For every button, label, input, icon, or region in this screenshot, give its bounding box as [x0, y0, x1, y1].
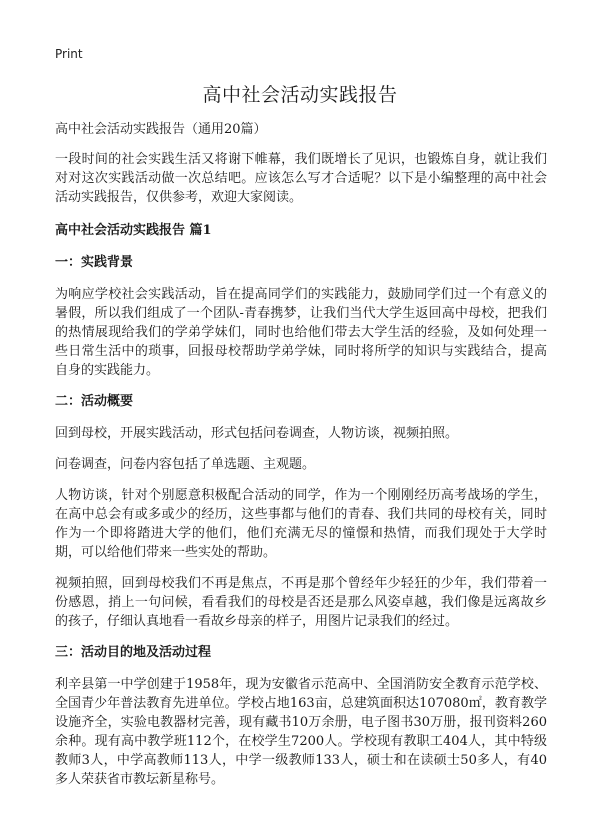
section-paragraph: 视频拍照，回到母校我们不再是焦点，不再是那个曾经年少轻狂的少年，我们带着一份感恩，捎上一句问候，看看我们的母校是否还是那么风姿卓越，我们像是远离故乡的孩子，仔细认真地看一看故乡母亲的样子，用图片记录我们的经过。: [55, 576, 547, 629]
article-title: 高中社会活动实践报告 篇1: [55, 223, 212, 238]
section-paragraph: 为响应学校社会实践活动，旨在提高同学们的实践能力，鼓励同学们过一个有意义的暑假，所以我们组成了一个团队-青春携梦，让我们当代大学生返回高中母校，把我们的热情展现给我们的学弟学妹们，同时也给他们带去大学生活的经验，及如何处理一些日常生活中的琐事，回报母校帮助学弟学妹，同时将所学的知识与实践结合，提高自身的实践能力。: [55, 287, 547, 378]
document-subtitle: 高中社会活动实践报告（通用20篇）: [55, 122, 267, 137]
intro-paragraph: 一段时间的社会实践生活又将谢下帷幕，我们既增长了见识，也锻炼自身，就让我们对对这次实践活动做一次总结吧。应该怎么写才合适呢？以下是小编整理的高中社会活动实践报告，仅供参考，欢迎大家阅读。: [55, 152, 547, 205]
document-body: [55, 120, 547, 801]
section-heading-destination: 三：活动目的地及活动过程: [55, 645, 212, 660]
section-heading-background: 一：实践背景: [55, 255, 134, 270]
page-title: 高中社会活动实践报告: [202, 84, 398, 106]
section-paragraph: 利辛县第一中学创建于1958年，现为安徽省示范高中、全国消防安全教育示范学校、全国青少年普法教育先进单位。学校占地163亩，总建筑面积达107080㎡，教育教学设施齐全，实验电教器材完善，现有藏书10万余册，电子图书30万册，报刊资料260余种。现有高中教学班112个，在校学生7200人。学校现有教职工404人，其中特级教师3人，中学高教师113人，中学一级教师133人，硕士和在读硕士50多人，有40多人荣获省市教坛新星称号。: [55, 677, 547, 787]
section-paragraph: 回到母校，开展实践活动，形式包括问卷调查，人物访谈，视频拍照。: [55, 426, 459, 441]
section-paragraph: 问卷调查，问卷内容包括了单选题、主观题。: [55, 457, 316, 472]
print-link[interactable]: Print: [55, 47, 83, 61]
section-paragraph: 人物访谈，针对个别愿意积极配合活动的同学，作为一个刚刚经历高考战场的学生，在高中总会有或多或少的经历，这些事都与他们的青春、我们共同的母校有关，同时作为一个即将踏进大学的他们，他们充满无尽的憧憬和热情，而我们现处于大学时期，可以给他们带来一些实处的帮助。: [55, 488, 547, 560]
section-heading-overview: 二：活动概要: [55, 394, 134, 409]
